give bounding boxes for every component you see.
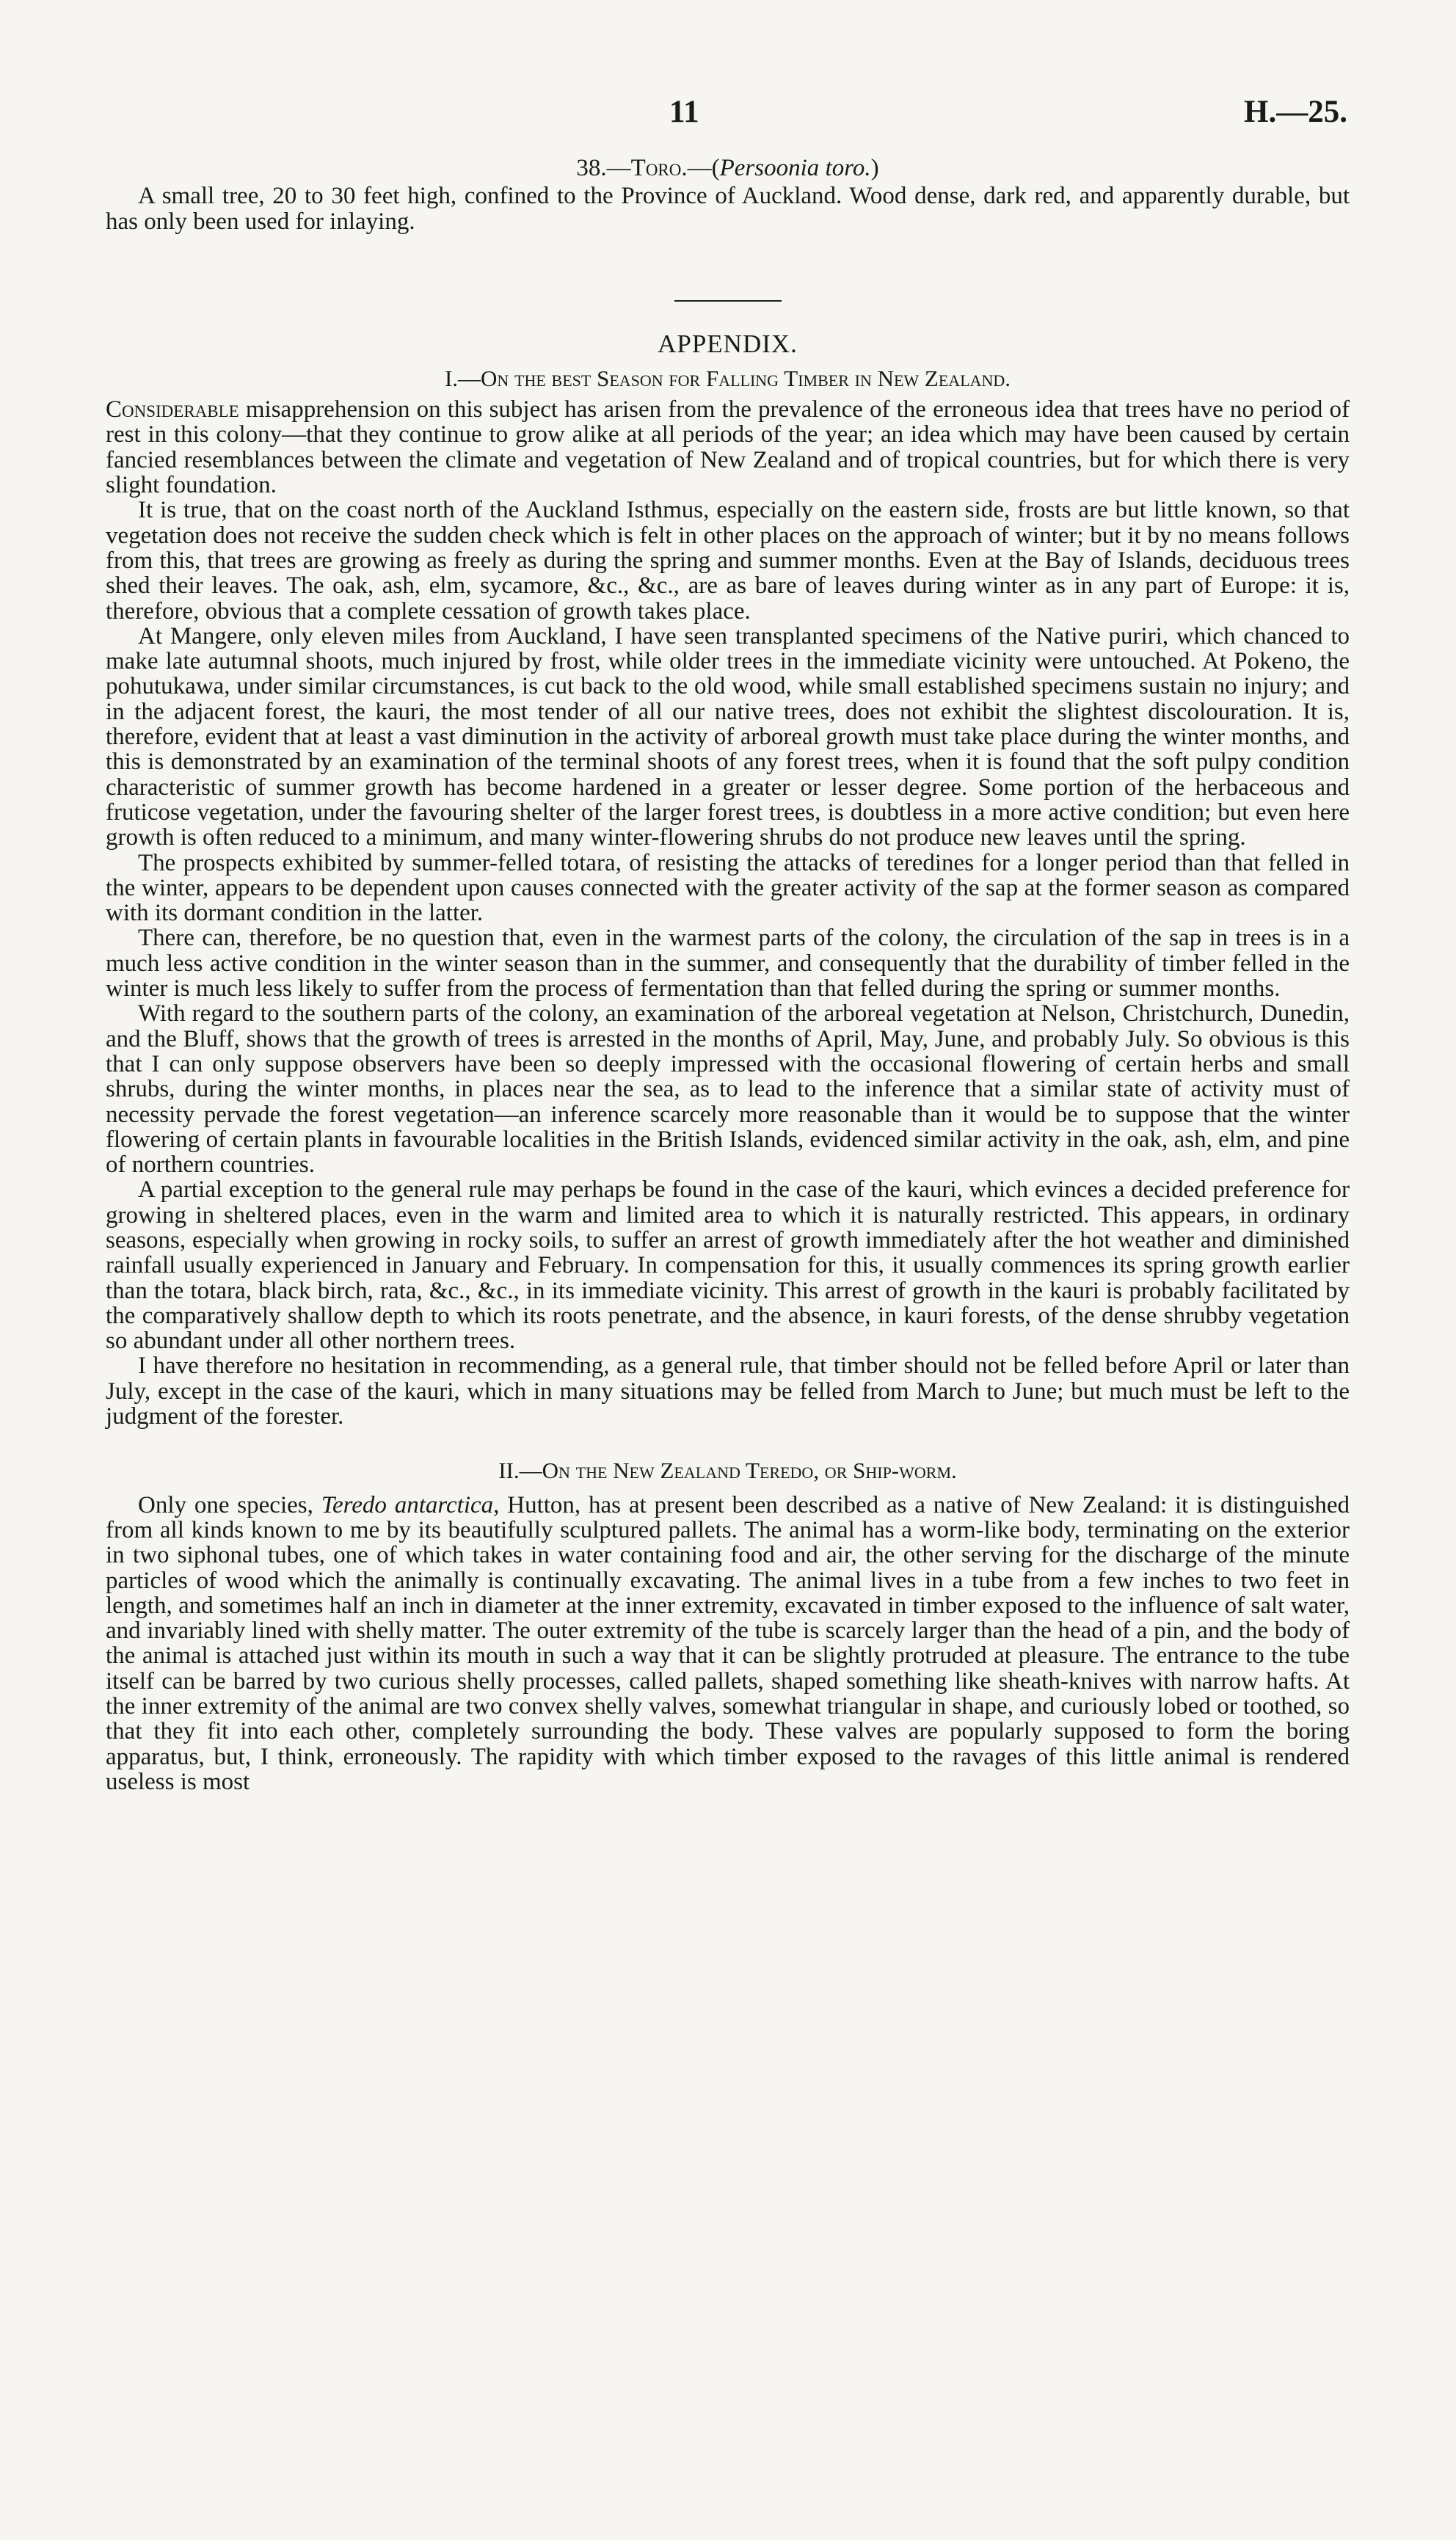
entry-number: 38.—	[576, 155, 631, 181]
section-divider	[674, 300, 782, 302]
section-1-paragraph: A partial exception to the general rule may perhaps be found in the case of the kauri, which evinces a decided preference for growing in sheltered places, even in the warm and limited area to which it is naturally restricted. This appears, in ordinary seasons, especially when growing in rocky soils, to suffer an arrest of growth immediately after the hot weather and diminished rainfall usually experienced in January and February. In compensation for this, it usually commences its spring growth earlier than the totara, black birch, rata, &c., &c., in its immediate vicinity. This arrest of growth in the kauri is probably facilitated by the comparatively shallow depth to which its roots penetrate, and the absence, in kauri forests, of the dense shrubby vegetation so abundant under all other northern trees.	[106, 1176, 1350, 1355]
entry-title-close: )	[870, 155, 879, 181]
section-1-number: I.—	[444, 365, 481, 391]
section-1-paragraph: The prospects exhibited by summer-felled totara, of resisting the attacks of teredines for a longer period than that felled in the winter, appears to be dependent upon causes connected with the greater activity of the sap at the former season as compared with its dormant condition in the latter.	[106, 849, 1350, 927]
appendix-heading: APPENDIX.	[658, 329, 798, 358]
section-2-text-rest: , Hutton, has at present been described as a native of New Zealand: it is distinguished from all kinds known to me by its beautifully sculptured pallets. The animal has a worm-like body, terminating on the exterior in two siphonal tubes, one of which takes in water containing food and air, the other serving for the discharge of the minute particles of wood which the animally is continually excavating. The animal lives in a tube from a few inches to two feet in length, and sometimes half an inch in diameter at the inner extremity, excavated in timber exposed to the influence of salt water, and invariably lined with shelly matter. The outer extremity of the tube is scarcely larger than the head of a pin, and the body of the animal is attached just within its mouth in such a way that it can be slightly protruded at pleasure. The entrance to the tube itself can be barred by two curious shelly processes, called pallets, shaped something like sheath-knives with narrow hafts. At the inner extremity of the animal are two convex shelly valves, somewhat triangular in shape, and curiously lobed or toothed, so that they fit into each other, completely surrounding the body. These valves are popularly supposed to form the boring apparatus, but, I think, erroneously. The rapidity with which timber exposed to the ravages of this little animal is rendered useless is most	[106, 1491, 1350, 1795]
section-2-title: On the New Zealand Teredo, or Ship-worm.	[542, 1458, 957, 1484]
section-2-paragraph	[106, 1493, 1350, 1795]
species-name: Teredo antarctica	[321, 1491, 494, 1518]
section-1-lead-word: Considerable	[106, 396, 239, 423]
entry-name: Toro	[630, 155, 682, 181]
section-1-paragraph: At Mangere, only eleven miles from Auckland, I have seen transplanted specimens of the Native puriri, which chanced to make late autumnal shoots, much injured by frost, while older trees in the immediate vicinity were untouched. At Pokeno, the pohutukawa, under similar circumstances, is cut back to the old wood, while small established specimens sustain no injury; and in the adjacent forest, the kauri, the most tender of all our native trees, does not exhibit the slightest discolouration. It is, therefore, evident that at least a vast diminution in the activity of arboreal growth must take place during the winter months, and this is demonstrated by an examination of the terminal shoots of any forest trees, when it is found that the soft pulpy condition characteristic of summer growth has become hardened in a greater or lesser degree. Some portion of the herbaceous and fruticose vegetation, under the favouring shelter of the larger forest trees, is doubtless in a more active condition; but even here growth is often reduced to a minimum, and many winter-flowering shrubs do not produce new leaves until the spring.	[106, 622, 1350, 851]
page-header	[0, 94, 1456, 138]
entry-latin-name: Persoonia toro.	[719, 155, 871, 181]
section-2-number: II.—	[498, 1458, 542, 1484]
page-body	[106, 156, 1350, 1794]
entry-text: A small tree, 20 to 30 feet high, confined to the Province of Auckland. Wood dense, dark red, and apparently durable, but has only been used for inlaying.	[106, 183, 1350, 235]
section-1-heading	[106, 366, 1350, 391]
section-2-text-start: Only one species,	[138, 1491, 321, 1518]
section-1-paragraph: I have therefore no hesitation in recommending, as a general rule, that timber should not be felled before April or later than July, except in the case of the kauri, which in many situations may be felled from March to June; but much must be left to the judgment of the forester.	[106, 1353, 1350, 1430]
section-1-paragraph: It is true, that on the coast north of the Auckland Isthmus, especially on the eastern side, frosts are but little known, so that vegetation does not receive the sudden check which is felt in other places on the approach of winter; but it by no means follows from this, that trees are growing as freely as during the spring and summer months. Even at the Bay of Islands, deciduous trees shed their leaves. The oak, ash, elm, sycamore, &c., &c., are as bare of leaves during winter as in any part of Europe: it is, therefore, obvious that a complete cessation of growth takes place.	[106, 497, 1350, 625]
entry-title-separator: .—(	[681, 155, 720, 181]
section-2-heading	[106, 1458, 1350, 1483]
section-1-lead-text: misapprehension on this subject has arisen from the prevalence of the erroneous idea that trees have no period of rest in this colony—that they continue to grow alike at all periods of the year; an idea which may have been caused by certain fancied resemblances between the climate and vegetation of New Zealand and of tropical countries, but for which there is very slight foundation.	[106, 396, 1350, 499]
page-number: 11	[669, 95, 699, 129]
entry-title	[106, 156, 1350, 181]
document-reference: H.—25.	[1244, 95, 1347, 129]
section-1-paragraph	[106, 397, 1350, 498]
section-1-title: On the best Season for Falling Timber in New Zealand.	[481, 365, 1011, 391]
section-1-paragraph: With regard to the southern parts of the colony, an examination of the arboreal vegetation at Nelson, Christchurch, Dunedin, and the Bluff, shows that the growth of trees is arrested in the months of April, May, June, and probably July. So obvious is this that I can only suppose observers have been so deeply impressed with the occasional flowering of certain herbs and small shrubs, during the winter months, in places near the sea, as to lead to the inference that a similar state of activity must of necessity pervade the forest vegetation—an inference scarcely more reasonable than it would be to suppose that the winter flowering of certain plants in favourable localities in the British Islands, evidenced similar activity in the oak, ash, elm, and pine of northern countries.	[106, 1000, 1350, 1179]
section-1-paragraph: There can, therefore, be no question that, even in the warmest parts of the colony, the circulation of the sap in trees is in a much less active condition in the winter season than in the summer, and consequently that the durability of timber felled in the winter is much less likely to suffer from the process of fermentation than that felled during the spring or summer months.	[106, 925, 1350, 1002]
